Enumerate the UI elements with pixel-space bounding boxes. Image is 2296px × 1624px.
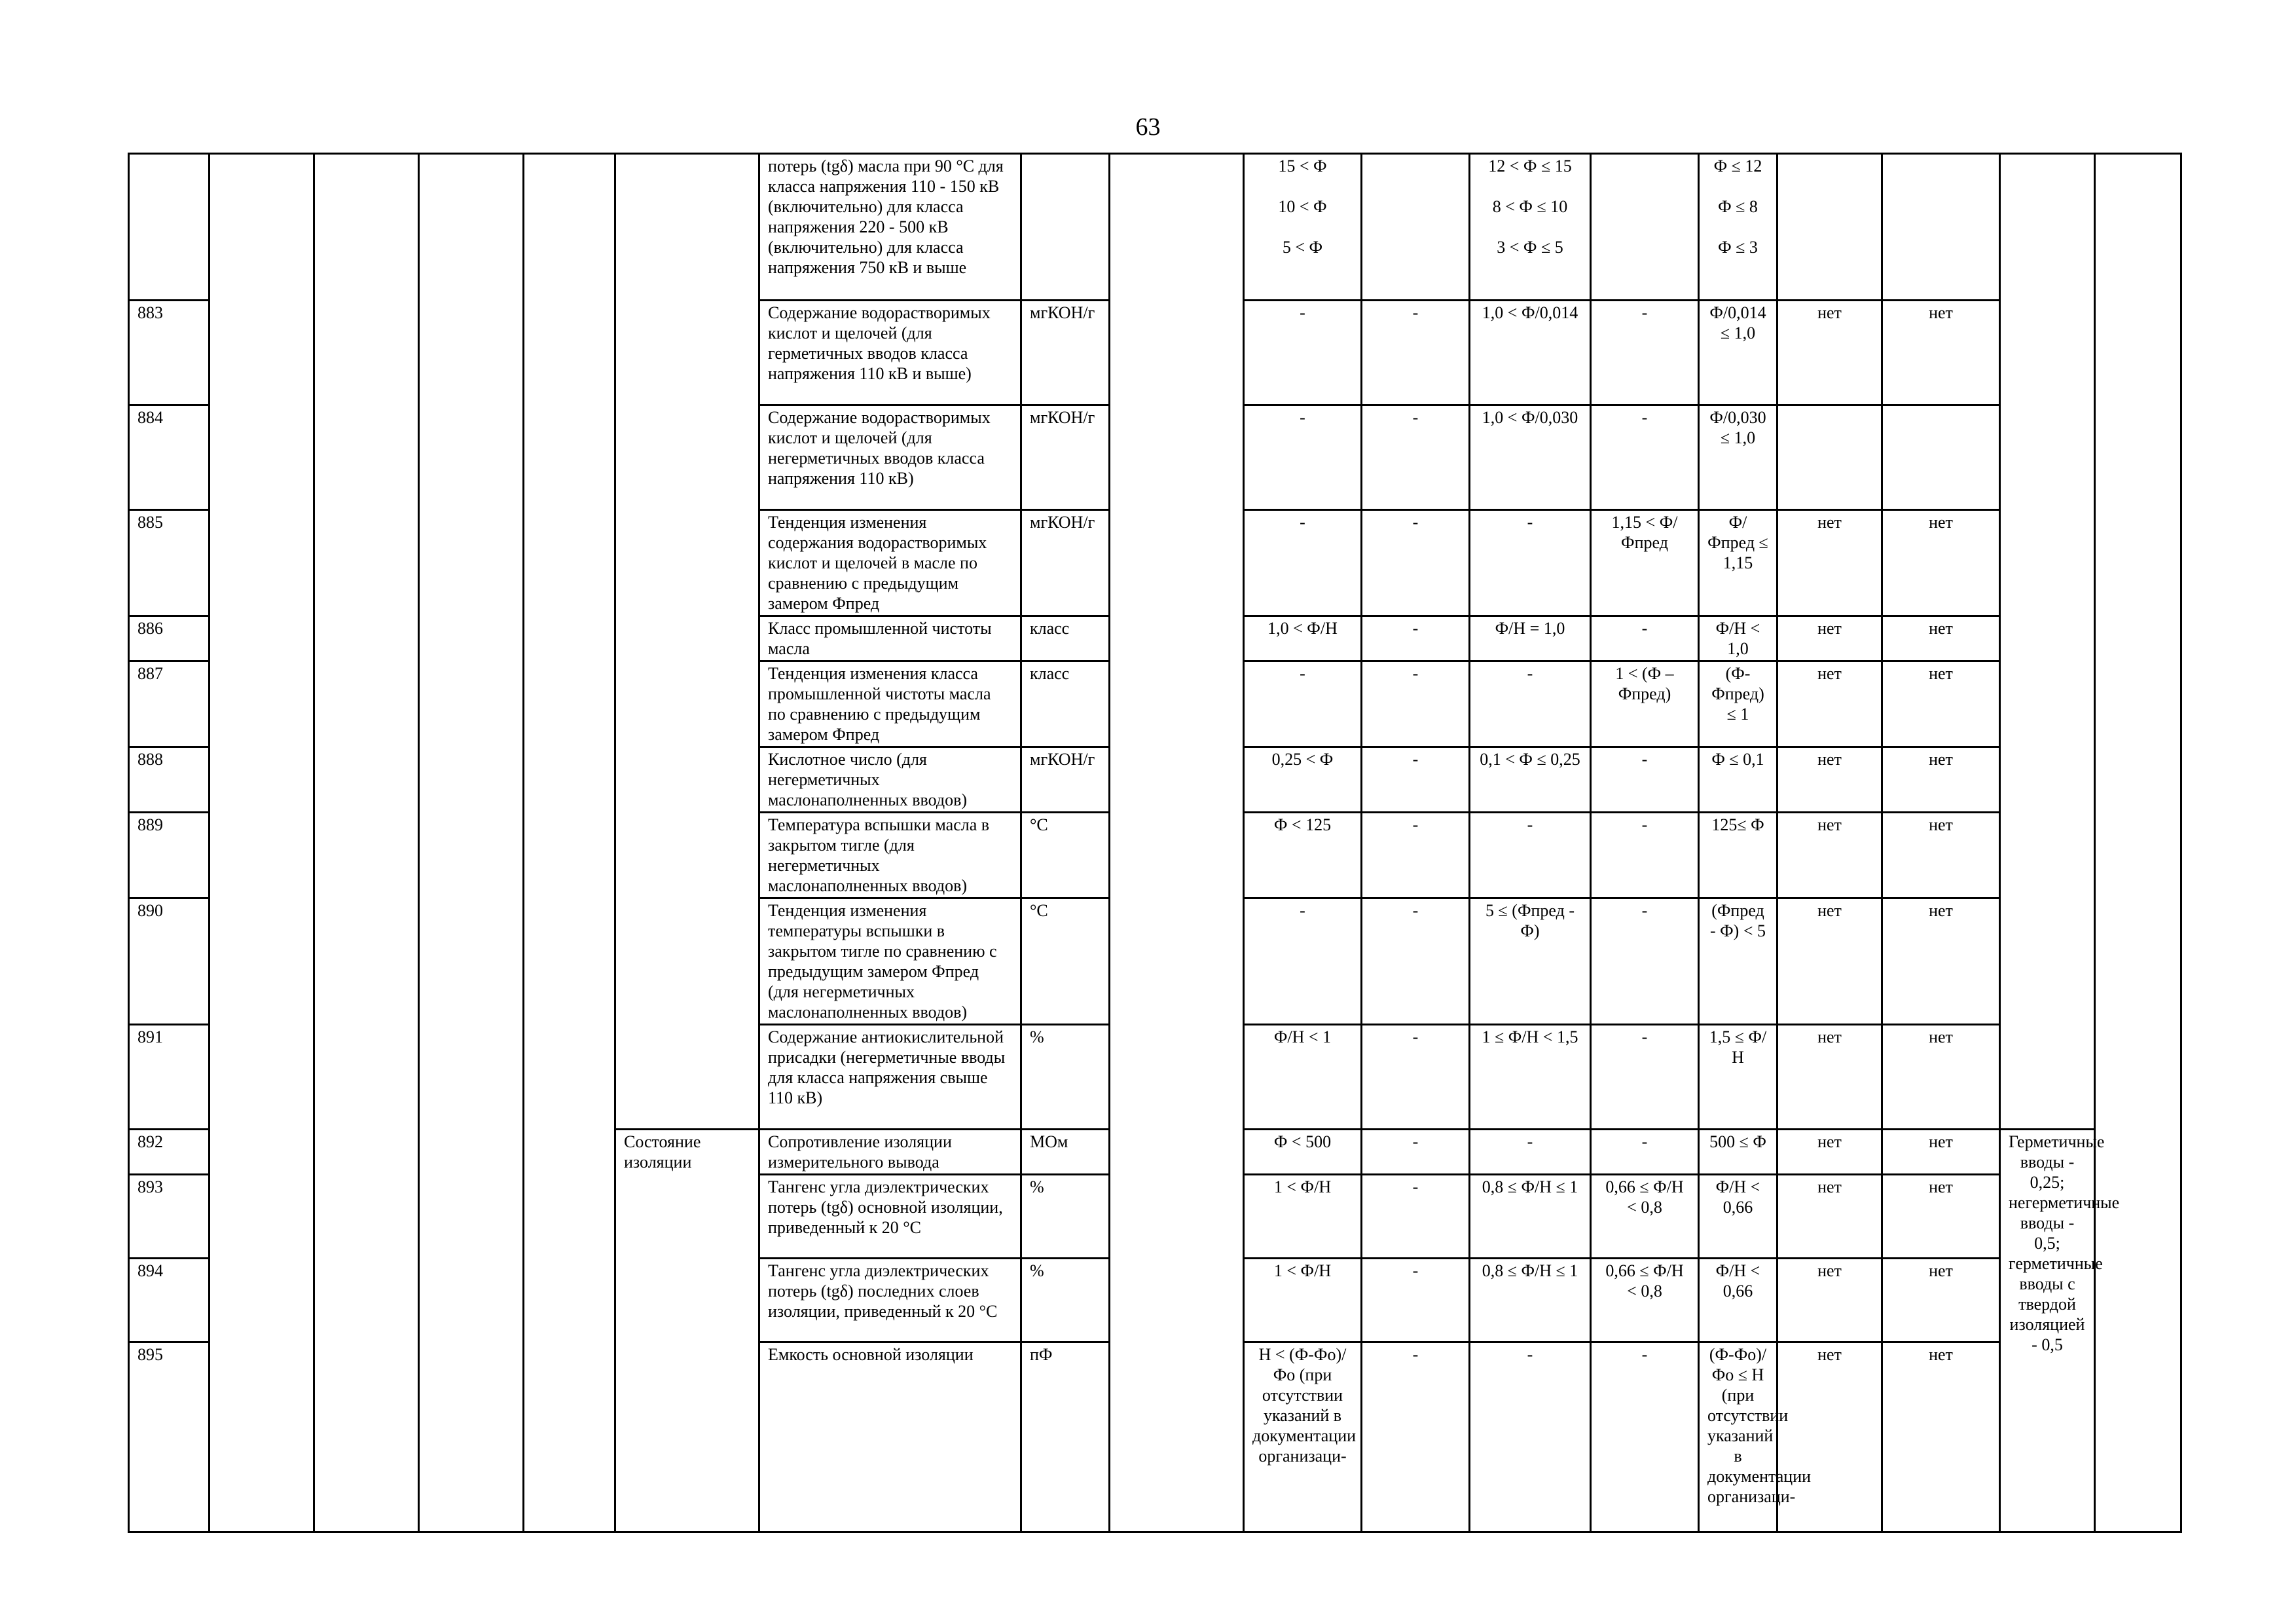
value-cell: -	[1362, 510, 1470, 616]
value-cell: Ф ≤ 12 Ф ≤ 8 Ф ≤ 3	[1699, 154, 1777, 301]
unit-cell	[1021, 154, 1110, 301]
row-number: 889	[129, 813, 210, 898]
value-cell: нет	[1777, 747, 1882, 813]
unit-cell: %	[1021, 1259, 1110, 1342]
value-cell: Ф/0,030 ≤ 1,0	[1699, 405, 1777, 510]
value-cell: -	[1591, 898, 1699, 1025]
row-number: 886	[129, 616, 210, 661]
value-cell: нет	[1777, 661, 1882, 747]
parameter-name: Содержание антиокислительной присадки (негерметичные вводы для класса напряжения свыше 110 кВ)	[759, 1025, 1021, 1130]
value-cell: Н < (Ф-Фо)/Фо (при отсутствии указаний в документации организаци-	[1244, 1342, 1362, 1532]
value-cell: -	[1470, 661, 1591, 747]
value-cell: нет	[1777, 616, 1882, 661]
value-cell: нет	[1882, 1025, 2000, 1130]
value-cell: нет	[1777, 510, 1882, 616]
unit-cell: мгКОН/г	[1021, 301, 1110, 405]
value-cell: нет	[1777, 1259, 1882, 1342]
value-cell	[1777, 154, 1882, 301]
value-cell: нет	[1882, 661, 2000, 747]
value-cell: 1,0 < Ф/0,030	[1470, 405, 1591, 510]
value-cell: 1 < (Ф – Фпред)	[1591, 661, 1699, 747]
value-cell: -	[1244, 405, 1362, 510]
row-number: 884	[129, 405, 210, 510]
value-cell: Ф/Н < 1	[1244, 1025, 1362, 1130]
row-number: 888	[129, 747, 210, 813]
value-cell: -	[1362, 1342, 1470, 1532]
value-cell: 0,8 ≤ Ф/Н ≤ 1	[1470, 1175, 1591, 1259]
value-cell: -	[1244, 510, 1362, 616]
row-number: 885	[129, 510, 210, 616]
empty-cell	[314, 154, 419, 1532]
value-cell: -	[1244, 661, 1362, 747]
value-cell: Ф < 125	[1244, 813, 1362, 898]
row-number: 890	[129, 898, 210, 1025]
row-number: 892	[129, 1130, 210, 1175]
value-cell: -	[1470, 1130, 1591, 1175]
value-cell: -	[1591, 747, 1699, 813]
value-cell: 1,0 < Ф/0,014	[1470, 301, 1591, 405]
unit-cell: класс	[1021, 661, 1110, 747]
value-cell: 1,0 < Ф/Н	[1244, 616, 1362, 661]
row-number: 895	[129, 1342, 210, 1532]
empty-cell	[2000, 154, 2095, 1130]
parameter-name: Содержание водорастворимых кислот и щелочей (для герметичных вводов класса напряжения 110 кВ и выше)	[759, 301, 1021, 405]
value-cell: -	[1470, 813, 1591, 898]
value-cell: (Ф-Фпред) ≤ 1	[1699, 661, 1777, 747]
parameter-name: Тангенс угла диэлектрических потерь (tgδ) последних слоев изоляции, приведенный к 20 °С	[759, 1259, 1021, 1342]
value-cell: -	[1591, 405, 1699, 510]
value-cell: нет	[1882, 747, 2000, 813]
unit-cell: пФ	[1021, 1342, 1110, 1532]
value-cell: -	[1362, 661, 1470, 747]
parameter-name: Содержание водорастворимых кислот и щелочей (для негерметичных вводов класса напряжения 110 кВ)	[759, 405, 1021, 510]
value-cell: нет	[1777, 301, 1882, 405]
value-cell: 0,8 ≤ Ф/Н ≤ 1	[1470, 1259, 1591, 1342]
value-cell: нет	[1882, 1342, 2000, 1532]
empty-cell	[2095, 154, 2181, 1532]
value-cell: -	[1591, 813, 1699, 898]
parameter-name: Класс промышленной чистоты масла	[759, 616, 1021, 661]
value-cell: -	[1362, 301, 1470, 405]
value-cell: 1,15 < Ф/Фпред	[1591, 510, 1699, 616]
value-cell: -	[1362, 813, 1470, 898]
value-cell: нет	[1777, 898, 1882, 1025]
unit-cell: класс	[1021, 616, 1110, 661]
value-cell: -	[1362, 405, 1470, 510]
value-cell: 0,1 < Ф ≤ 0,25	[1470, 747, 1591, 813]
value-cell: -	[1591, 1342, 1699, 1532]
parameter-name: Кислотное число (для негерметичных маслонаполненных вводов)	[759, 747, 1021, 813]
parameter-name: Тенденция изменения класса промышленной чистоты масла по сравнению с предыдущим замером Фпред	[759, 661, 1021, 747]
value-cell: нет	[1882, 1130, 2000, 1175]
value-cell: Ф/Н < 0,66	[1699, 1175, 1777, 1259]
value-cell: -	[1470, 510, 1591, 616]
unit-cell: %	[1021, 1025, 1110, 1130]
value-cell: (Ф-Фо)/Фо ≤ Н (при отсутствии указаний в документации организаци-	[1699, 1342, 1777, 1532]
value-cell: 500 ≤ Ф	[1699, 1130, 1777, 1175]
value-cell	[1882, 405, 2000, 510]
parameter-name: Тангенс угла диэлектрических потерь (tgδ) основной изоляции, приведенный к 20 °С	[759, 1175, 1021, 1259]
unit-cell: МОм	[1021, 1130, 1110, 1175]
value-cell: 1 < Ф/Н	[1244, 1259, 1362, 1342]
empty-cell	[419, 154, 524, 1532]
value-cell: -	[1362, 898, 1470, 1025]
parameter-name: Емкость основной изоляции	[759, 1342, 1021, 1532]
parameter-name: Сопротивление изоляции измерительного вывода	[759, 1130, 1021, 1175]
value-cell: Ф/Н < 1,0	[1699, 616, 1777, 661]
unit-cell: °С	[1021, 813, 1110, 898]
parameters-table	[128, 153, 2182, 1533]
value-cell: 1 < Ф/Н	[1244, 1175, 1362, 1259]
empty-cell	[210, 154, 314, 1532]
value-cell: нет	[1882, 1175, 2000, 1259]
value-cell: Ф ≤ 0,1	[1699, 747, 1777, 813]
value-cell	[1777, 405, 1882, 510]
value-cell: Ф/Н < 0,66	[1699, 1259, 1777, 1342]
value-cell: 0,25 < Ф	[1244, 747, 1362, 813]
value-cell: нет	[1882, 898, 2000, 1025]
value-cell: нет	[1777, 1130, 1882, 1175]
value-cell: -	[1244, 898, 1362, 1025]
row-number: 883	[129, 301, 210, 405]
value-cell: -	[1362, 747, 1470, 813]
unit-cell: %	[1021, 1175, 1110, 1259]
value-cell: -	[1244, 301, 1362, 405]
row-number: 893	[129, 1175, 210, 1259]
value-cell	[1362, 154, 1470, 301]
group-cell	[615, 154, 759, 1130]
row-number	[129, 154, 210, 301]
value-cell: нет	[1777, 1342, 1882, 1532]
value-cell: нет	[1882, 616, 2000, 661]
parameter-name: Тенденция изменения температуры вспышки в закрытом тигле по сравнению с предыдущим замером Фпред (для негерметичных маслонаполненных вводов)	[759, 898, 1021, 1025]
page-number: 63	[1135, 113, 1161, 141]
value-cell	[1882, 154, 2000, 301]
table-row	[129, 154, 2181, 301]
unit-cell: мгКОН/г	[1021, 405, 1110, 510]
norm-note: Герметичные вводы - 0,25; негерметичные вводы - 0,5; герметичные вводы с твердой изоляцией - 0,5	[2000, 1130, 2095, 1532]
value-cell: -	[1362, 1130, 1470, 1175]
parameter-name: потерь (tgδ) масла при 90 °С для класса напряжения 110 - 150 кВ (включительно) для класса напряжения 220 - 500 кВ (включительно) для класса напряжения 750 кВ и выше	[759, 154, 1021, 301]
value-cell: 12 < Ф ≤ 15 8 < Ф ≤ 10 3 < Ф ≤ 5	[1470, 154, 1591, 301]
row-number: 894	[129, 1259, 210, 1342]
value-cell: нет	[1882, 301, 2000, 405]
row-number: 887	[129, 661, 210, 747]
value-cell: -	[1362, 1025, 1470, 1130]
value-cell: Ф/Н = 1,0	[1470, 616, 1591, 661]
value-cell: Ф/Фпред ≤ 1,15	[1699, 510, 1777, 616]
value-cell: 15 < Ф 10 < Ф 5 < Ф	[1244, 154, 1362, 301]
value-cell: -	[1591, 1025, 1699, 1130]
value-cell: 0,66 ≤ Ф/Н < 0,8	[1591, 1175, 1699, 1259]
value-cell: 1,5 ≤ Ф/Н	[1699, 1025, 1777, 1130]
value-cell: нет	[1777, 1025, 1882, 1130]
value-cell: -	[1591, 616, 1699, 661]
value-cell: нет	[1777, 1175, 1882, 1259]
value-cell: нет	[1882, 813, 2000, 898]
value-cell: 1 ≤ Ф/Н < 1,5	[1470, 1025, 1591, 1130]
row-number: 891	[129, 1025, 210, 1130]
value-cell: 5 ≤ (Фпред - Ф)	[1470, 898, 1591, 1025]
value-cell: Ф < 500	[1244, 1130, 1362, 1175]
parameter-name: Тенденция изменения содержания водорастворимых кислот и щелочей в масле по сравнению с предыдущим замером Фпред	[759, 510, 1021, 616]
value-cell: -	[1362, 1175, 1470, 1259]
value-cell: Ф/0,014 ≤ 1,0	[1699, 301, 1777, 405]
empty-cell	[1110, 154, 1244, 1532]
unit-cell: °С	[1021, 898, 1110, 1025]
unit-cell: мгКОН/г	[1021, 747, 1110, 813]
value-cell: нет	[1882, 1259, 2000, 1342]
unit-cell: мгКОН/г	[1021, 510, 1110, 616]
value-cell: (Фпред - Ф) < 5	[1699, 898, 1777, 1025]
empty-cell	[524, 154, 615, 1532]
value-cell: 125≤ Ф	[1699, 813, 1777, 898]
value-cell: -	[1591, 301, 1699, 405]
value-cell: -	[1362, 616, 1470, 661]
value-cell: -	[1591, 1130, 1699, 1175]
parameter-name: Температура вспышки масла в закрытом тигле (для негерметичных маслонаполненных вводов)	[759, 813, 1021, 898]
value-cell: -	[1362, 1259, 1470, 1342]
value-cell: нет	[1777, 813, 1882, 898]
value-cell: 0,66 ≤ Ф/Н < 0,8	[1591, 1259, 1699, 1342]
value-cell: нет	[1882, 510, 2000, 616]
group-cell: Состояние изоляции	[615, 1130, 759, 1532]
value-cell	[1591, 154, 1699, 301]
value-cell: -	[1470, 1342, 1591, 1532]
